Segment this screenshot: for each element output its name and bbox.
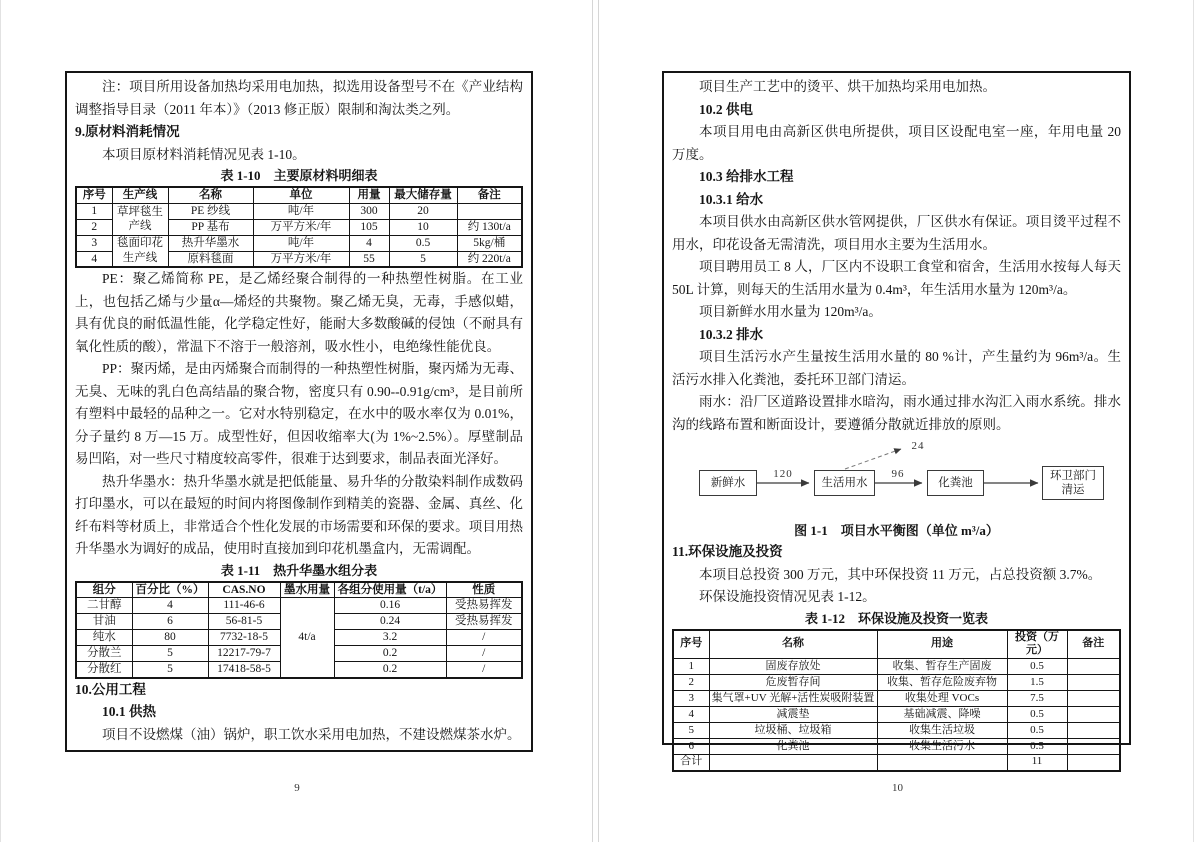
- page-number-9: 9: [294, 782, 300, 794]
- col-header: 备注: [457, 187, 522, 203]
- cell: 危废暂存间: [709, 675, 877, 691]
- cell: 12217-79-7: [208, 646, 280, 662]
- cell: 17418-58-5: [208, 662, 280, 678]
- page-gap-divider: [592, 0, 599, 842]
- cell: [1067, 755, 1120, 771]
- flow-node-sanitation-removal: 环卫部门清运: [1042, 466, 1104, 500]
- cell: [1067, 659, 1120, 675]
- flow-node-fresh-water: 新鲜水: [699, 470, 757, 496]
- cell-production-line-1: 草坪毯生产线: [112, 203, 168, 235]
- table-row: [76, 187, 522, 203]
- cell: 7732-18-5: [208, 630, 280, 646]
- drainage-paragraph-2: 雨水：沿厂区道路设置排水暗沟，雨水通过排水沟汇入雨水系统。排水沟的线路布置和断面设计，要遵循分散就近排放的原则。: [672, 394, 1121, 432]
- col-header: 名称: [168, 187, 253, 203]
- cell: 105: [349, 219, 389, 235]
- table-row: [673, 707, 1120, 723]
- table-row: [76, 235, 522, 251]
- cell: [1067, 707, 1120, 723]
- cell: [877, 755, 1007, 771]
- section-11-paragraph-1: 本项目总投资 300 万元，其中环保投资 11 万元，占总投资额 3.7%。: [699, 566, 1102, 582]
- cell: [1067, 723, 1120, 739]
- water-balance-diagram: [672, 437, 1121, 521]
- cell: /: [446, 646, 522, 662]
- cell: [1067, 739, 1120, 755]
- cell: 0.5: [1007, 723, 1067, 739]
- cell: 5kg/桶: [457, 235, 522, 251]
- cell: 0.5: [1007, 707, 1067, 723]
- table-row: [673, 723, 1120, 739]
- col-header: 性质: [446, 582, 522, 598]
- pp-description: PP：聚丙烯，是由丙烯聚合而制得的一种热塑性树脂，聚丙烯为无毒、无臭、无味的乳白色高结晶的聚合物，密度只有 0.90--0.91g/cm³，是目前所有塑料中最轻的品种之一。它对水特别稳定，在水中的吸水率仅为 0.01%，分子量约 8 万—15 万。成型性好，但因收缩率大(为 1%~2.5%）。厚壁制品易凹陷，对一些尺寸精度较高零件，很难于达到要求，制品表面光泽好。: [75, 361, 523, 466]
- cell: [1067, 691, 1120, 707]
- cell: 111-46-6: [208, 598, 280, 614]
- flow-value-24-loss: 24: [911, 440, 925, 452]
- cell-total-value: 11: [1007, 755, 1067, 771]
- ink-description: 热升华墨水：热升华墨水就是把低能量、易升华的分散染料制作成数码打印墨水，可以在最短的时间内将图像制作到精美的瓷器、金属、真丝、化纤布料等材质上，非常适合个性化发展的市场需要和环保的要求。项目用热升华墨水为调好的成品，使用时直接加到印花机墨盒内，无需调配。: [75, 473, 523, 556]
- cell: 2: [76, 219, 112, 235]
- col-header: 用量: [349, 187, 389, 203]
- cell: 垃圾桶、垃圾箱: [709, 723, 877, 739]
- flow-node-septic-tank: 化粪池: [927, 470, 984, 496]
- cell: 0.5: [1007, 659, 1067, 675]
- cell-ink-usage: 4t/a: [280, 598, 334, 678]
- viewport-right-edge: [1193, 0, 1194, 842]
- page-9-content-frame: [65, 71, 533, 752]
- cell: 纯水: [76, 630, 132, 646]
- cell: 55: [349, 251, 389, 267]
- section-11-paragraph-2: 环保设施投资情况见表 1-12。: [699, 589, 876, 604]
- cell: 4: [349, 235, 389, 251]
- cell: 1: [76, 203, 112, 219]
- section-9-heading: 9.原材料消耗情况: [75, 124, 180, 139]
- col-header: 墨水用量: [280, 582, 334, 598]
- cell: 约 220t/a: [457, 251, 522, 267]
- cell: 万平方米/年: [253, 251, 349, 267]
- section-10-heading: 10.公用工程: [75, 681, 146, 697]
- section-10-2-heading: 10.2 供电: [699, 101, 753, 117]
- cell: PE 纱线: [168, 203, 253, 219]
- cell: 二甘醇: [76, 598, 132, 614]
- water-supply-paragraph-2: 项目聘用员工 8 人，厂区内不设职工食堂和宿舍，生活用水按每人每天 50L 计算，则每天的生活用水量为 0.4m³，年生活用水量为 120m³/a。: [672, 259, 1121, 297]
- cell: 5: [389, 251, 457, 267]
- cell: 固废存放处: [709, 659, 877, 675]
- table-1-11-caption: 表 1-11 热升华墨水组分表: [220, 562, 378, 578]
- table-row: [76, 582, 522, 598]
- cell: 分散红: [76, 662, 132, 678]
- cell: PP 基布: [168, 219, 253, 235]
- section-10-2-paragraph: 本项目用电由高新区供电所提供，项目区设配电室一座，年用电量 20 万度。: [672, 124, 1121, 162]
- section-11-heading: 11.环保设施及投资: [672, 544, 783, 559]
- cell: [709, 755, 877, 771]
- note-paragraph: 注：项目所用设备加热均采用电加热，拟选用设备型号不在《产业结构调整指导目录（2011 年本）》（2013 修正版）限制和淘汰类之列。: [75, 79, 523, 117]
- col-header: 单位: [253, 187, 349, 203]
- cell: 5: [132, 646, 208, 662]
- table-1-11: [75, 581, 523, 679]
- cell: 0.2: [334, 662, 446, 678]
- col-header: 百分比（%）: [132, 582, 208, 598]
- drainage-paragraph-1: 项目生活污水产生量按生活用水量的 80 %计，产生量约为 96m³/a。生活污水排入化粪池，委托环卫部门清运。: [672, 349, 1121, 387]
- section-9-intro: 本项目原材料消耗情况见表 1-10。: [102, 146, 306, 162]
- cell: 基础减震、降噪: [877, 707, 1007, 723]
- pe-description: PE：聚乙烯简称 PE，是乙烯经聚合制得的一种热塑性树脂。在工业上，也包括乙烯与少量α—烯烃的共聚物。聚乙烯无臭，无毒，手感似蜡，具有优良的耐低温性能，化学稳定性好，能耐大多数酸碱的侵蚀（不耐具有氧化性质的酸），常温下不溶于一般溶剂，吸水性小，电绝缘性能优良。: [75, 271, 523, 354]
- cell: 2: [673, 675, 709, 691]
- col-header: 最大储存量: [389, 187, 457, 203]
- cell-production-line-2: 毯面印花生产线: [112, 235, 168, 267]
- cell: 受热易挥发: [446, 598, 522, 614]
- cell: 分散兰: [76, 646, 132, 662]
- table-1-10-caption: 表 1-10 主要原材料明细表: [220, 168, 378, 183]
- cell: 7.5: [1007, 691, 1067, 707]
- table-1-10: [75, 186, 523, 268]
- cell: 吨/年: [253, 235, 349, 251]
- page-number-10: 10: [892, 782, 903, 794]
- cell: /: [446, 630, 522, 646]
- cell: 收集处理 VOCs: [877, 691, 1007, 707]
- col-header: CAS.NO: [208, 582, 280, 598]
- cell: 6: [673, 739, 709, 755]
- cell: 56-81-5: [208, 614, 280, 630]
- table-row: [673, 691, 1120, 707]
- cell: 热升华墨水: [168, 235, 253, 251]
- cell: 收集生活垃圾: [877, 723, 1007, 739]
- cell: [457, 203, 522, 219]
- cell: /: [446, 662, 522, 678]
- col-header: 用途: [877, 630, 1007, 659]
- cell: 5: [132, 662, 208, 678]
- section-10-1-heading: 10.1 供热: [102, 704, 156, 719]
- viewport-left-edge: [0, 0, 1, 842]
- cell: 20: [389, 203, 457, 219]
- cell: 集气罩+UV 光解+活性炭吸附装置: [709, 691, 877, 707]
- cell: 0.16: [334, 598, 446, 614]
- col-header: 组分: [76, 582, 132, 598]
- cell: 300: [349, 203, 389, 219]
- cell-total-label: 合计: [673, 755, 709, 771]
- figure-1-1-caption: 图 1-1 项目水平衡图（单位 m³/a）: [794, 523, 999, 538]
- cell: 10: [389, 219, 457, 235]
- section-10-3-1-heading: 10.3.1 给水: [699, 191, 764, 207]
- cell: 4: [673, 707, 709, 723]
- col-header: 名称: [709, 630, 877, 659]
- cell: 吨/年: [253, 203, 349, 219]
- table-1-12-caption: 表 1-12 环保设施及投资一览表: [804, 610, 989, 626]
- water-supply-paragraph-1: 本项目供水由高新区供水管网提供，厂区供水有保证。项目烫平过程不用水，印花设备无需清洗，项目用水主要为生活用水。: [672, 214, 1121, 252]
- section-10-3-heading: 10.3 给排水工程: [699, 169, 794, 184]
- section-10-3-2-heading: 10.3.2 排水: [699, 326, 764, 342]
- cell: 减震垫: [709, 707, 877, 723]
- table-row: [673, 659, 1120, 675]
- cell: 3: [76, 235, 112, 251]
- table-row: [673, 755, 1120, 771]
- table-row: [673, 630, 1120, 659]
- cell: 3: [673, 691, 709, 707]
- col-header: 备注: [1067, 630, 1120, 659]
- col-header: 投资（万元）: [1007, 630, 1067, 659]
- table-row: [673, 675, 1120, 691]
- col-header: 各组分使用量（t/a）: [334, 582, 446, 598]
- flow-value-96: 96: [891, 468, 905, 480]
- cell: 3.2: [334, 630, 446, 646]
- cell: 化粪池: [709, 739, 877, 755]
- cell: 80: [132, 630, 208, 646]
- cell: 约 130t/a: [457, 219, 522, 235]
- water-supply-paragraph-3: 项目新鲜水用水量为 120m³/a。: [699, 304, 882, 319]
- cell: 0.5: [389, 235, 457, 251]
- col-header: 生产线: [112, 187, 168, 203]
- col-header: 序号: [673, 630, 709, 659]
- cell: 0.2: [334, 646, 446, 662]
- table-row: [76, 598, 522, 614]
- table-row: [76, 203, 522, 219]
- cell: 1: [673, 659, 709, 675]
- cell: 6: [132, 614, 208, 630]
- cell: 原料毯面: [168, 251, 253, 267]
- cell: 0.5: [1007, 739, 1067, 755]
- cell: 0.24: [334, 614, 446, 630]
- cell: 1.5: [1007, 675, 1067, 691]
- heating-paragraph: 项目生产工艺中的烫平、烘干加热均采用电加热。: [699, 79, 996, 94]
- cell: 5: [673, 723, 709, 739]
- flow-node-domestic-water: 生活用水: [814, 470, 875, 496]
- table-row: [673, 739, 1120, 755]
- cell: 4: [76, 251, 112, 267]
- table-1-12: [672, 629, 1121, 772]
- flow-value-120: 120: [773, 468, 793, 480]
- cell: 受热易挥发: [446, 614, 522, 630]
- section-10-1-paragraph: 项目不设燃煤（油）锅炉，职工饮水采用电加热，不建设燃煤茶水炉。: [102, 726, 521, 742]
- cell: 4: [132, 598, 208, 614]
- cell: 收集、暂存危险废弃物: [877, 675, 1007, 691]
- cell: 收集、暂存生产固废: [877, 659, 1007, 675]
- cell: 万平方米/年: [253, 219, 349, 235]
- page-10-content-frame: [662, 71, 1131, 768]
- cell: 收集生活污水: [877, 739, 1007, 755]
- cell: 甘油: [76, 614, 132, 630]
- cell: [1067, 675, 1120, 691]
- col-header: 序号: [76, 187, 112, 203]
